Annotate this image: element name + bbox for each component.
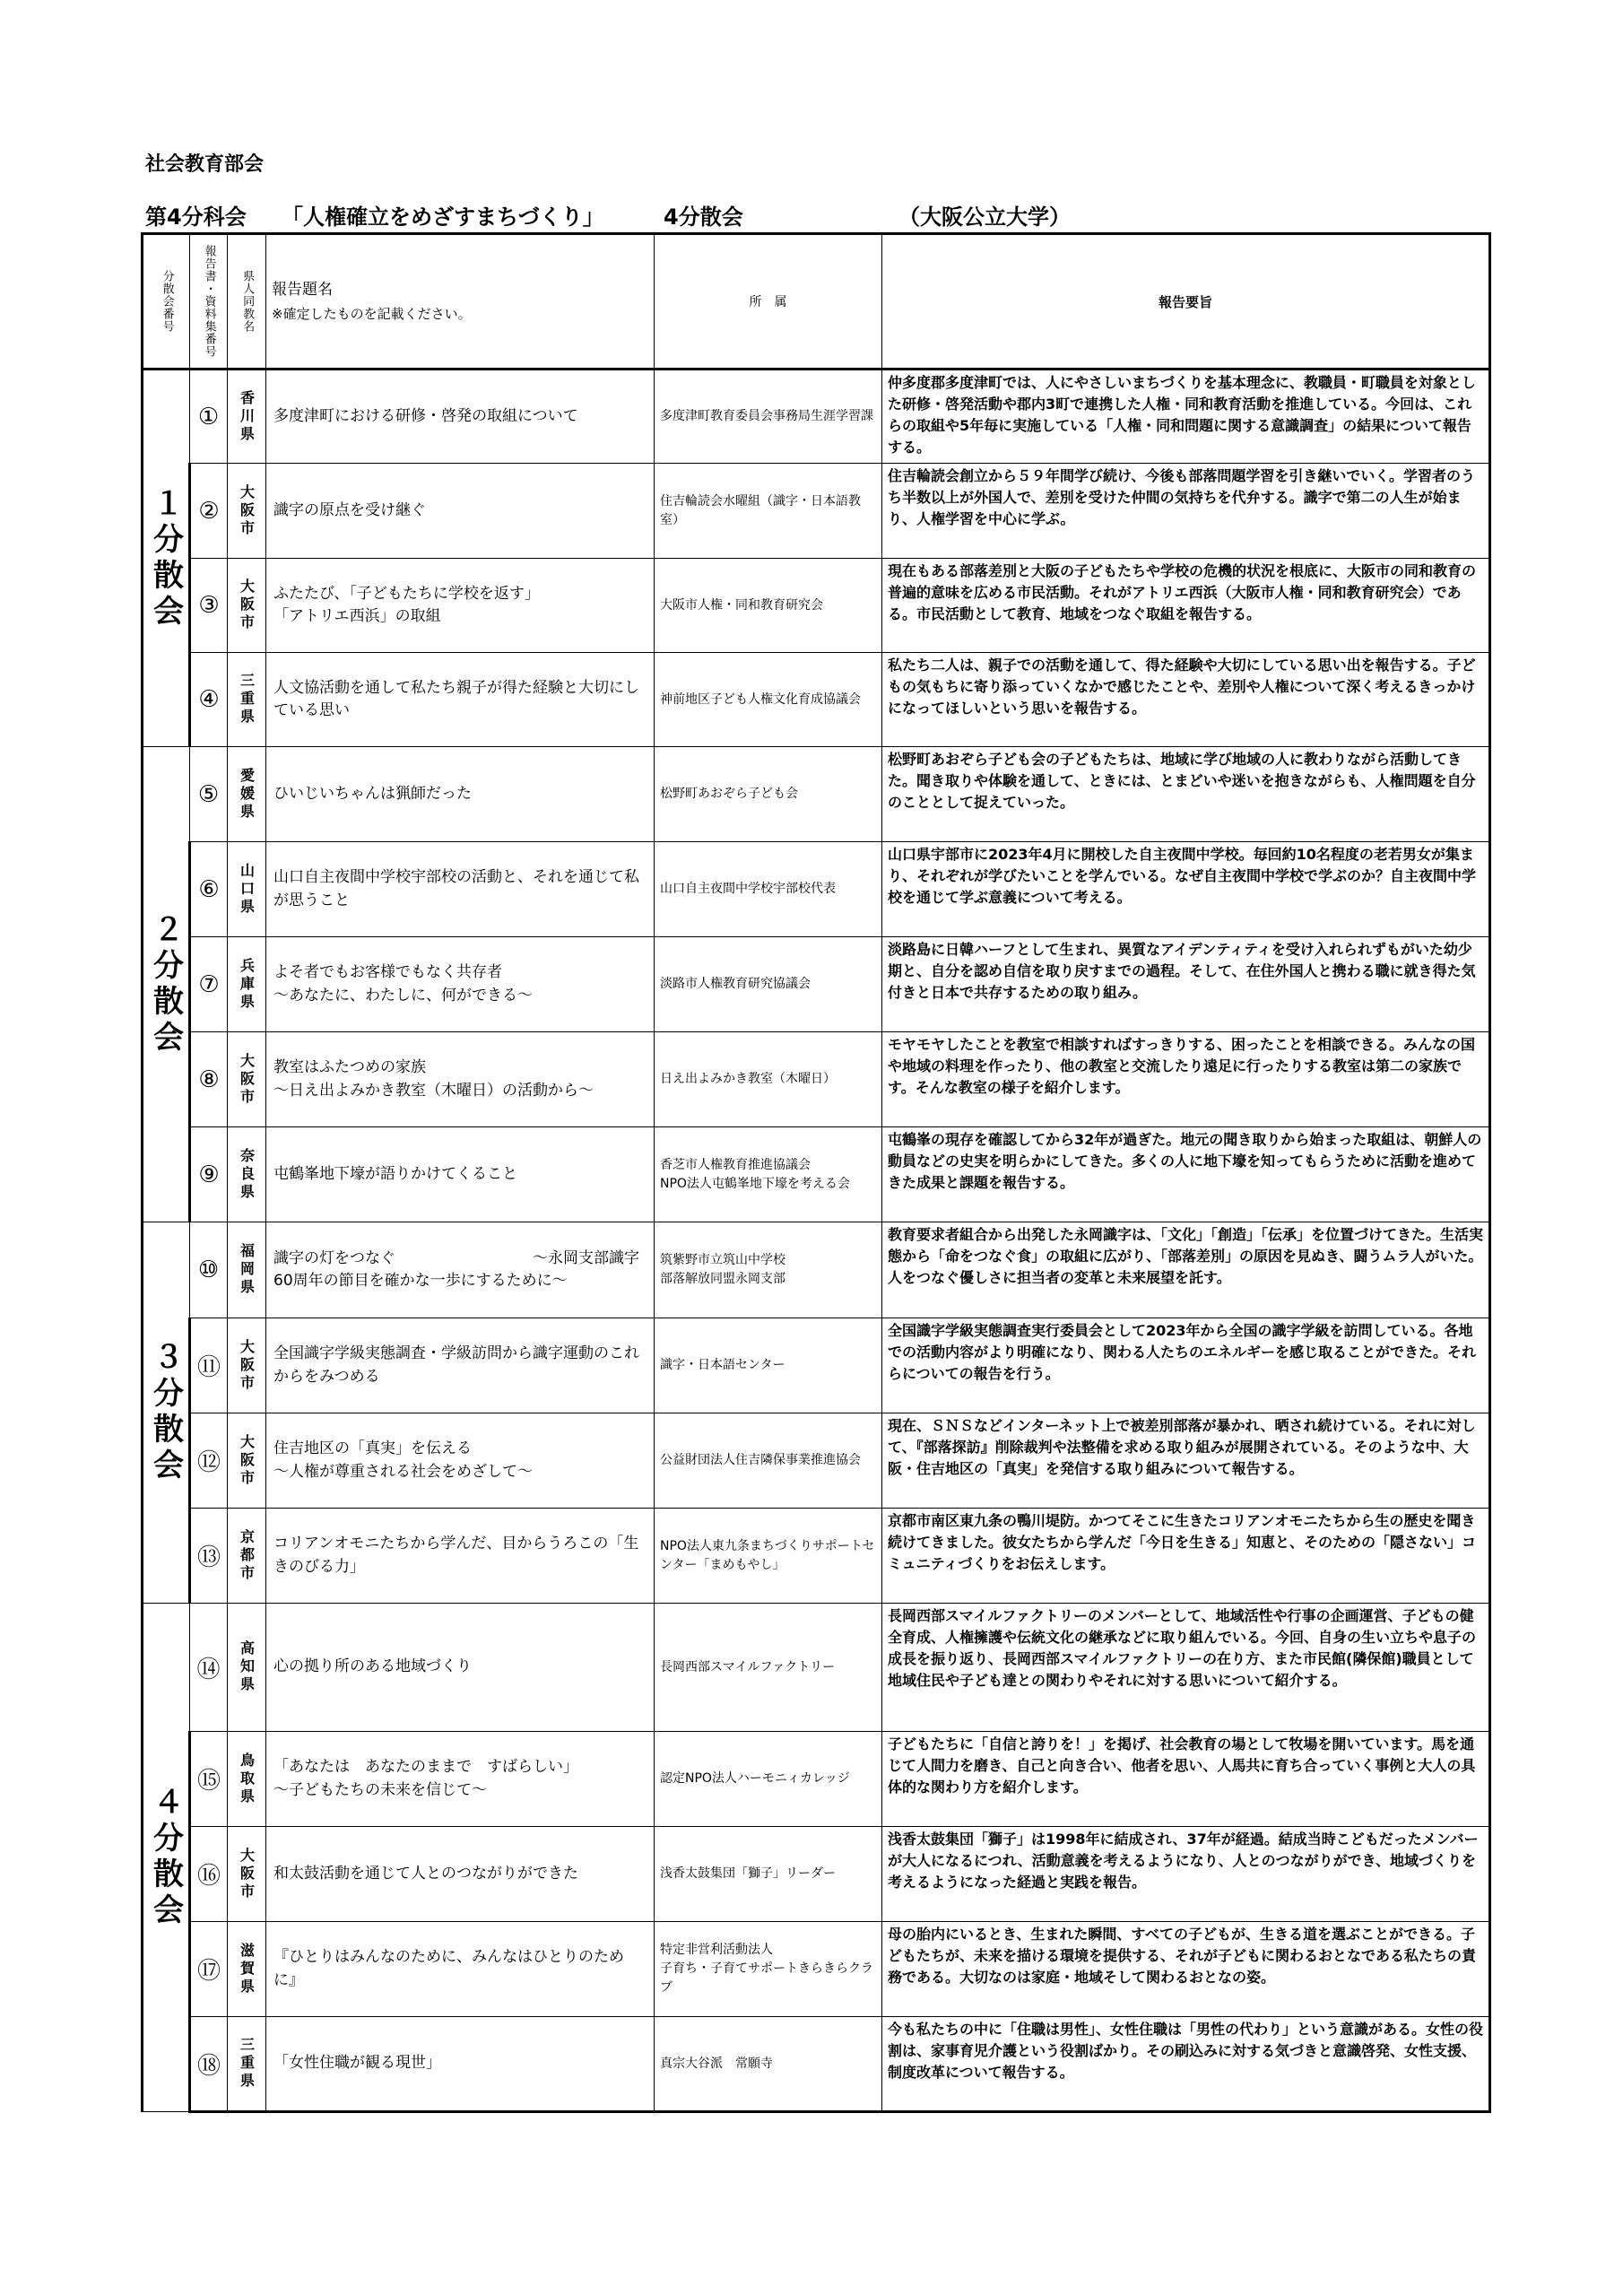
report-summary: 仲多度郡多度津町では、人にやさしいまちづくりを基本理念に、教職員・町職員を対象とした研修・啓発活動や郡内3町で連携した人権・同和教育活動を推進している。今回は、これらの取組や5年毎に実施している「人権・同和問題に関する意識調査」の結果について報告する。 [882, 370, 1490, 464]
col-summary-header: 報告要旨 [882, 234, 1490, 370]
report-affiliation: 松野町あおぞら子ども会 [655, 747, 882, 842]
prefecture [228, 1318, 266, 1413]
group-label: ３分散会 [147, 1341, 184, 1484]
report-affiliation: 筑紫野市立筑山中学校 部落解放同盟永岡支部 [655, 1222, 882, 1318]
table-row [143, 559, 1490, 653]
prefecture-text: 山口県 [238, 862, 256, 917]
prefecture [228, 1127, 266, 1222]
report-summary: 今も私たちの中に「住職は男性」、女性住職は「男性の代わり」という意識がある。女性の役割は、家事育児介護という役割ばかり。その刷込みに対する気づきと意識啓発、女性支援、制度改革について報告する。 [882, 2017, 1490, 2112]
table-row [143, 842, 1490, 937]
table-row [143, 1732, 1490, 1827]
report-summary: 京都市南区東九条の鴨川堤防。かつてそこに生きたコリアンオモニたちから生の歴史を聞き続けてきました。彼女たちから学んだ「今日を生きる」知恵と、そのための「隠さない」コミュニティづくりをお伝えします。 [882, 1509, 1490, 1604]
prefecture [228, 464, 266, 559]
section-org: 社会教育部会 [145, 153, 265, 176]
prefecture-text: 京都市 [238, 1528, 256, 1583]
prefecture [228, 747, 266, 842]
report-summary: 山口県宇部市に2023年4月に開校した自主夜間中学校。毎回約10名程度の老若男女が集まり、それぞれが学びたいことを学んでいる。なぜ自主夜間中学校で学ぶのか？自主夜間中学校を通じて学ぶ意義について考える。 [882, 842, 1490, 937]
table-row [143, 1509, 1490, 1604]
prefecture [228, 1222, 266, 1318]
table-row [143, 747, 1490, 842]
col-group-header: 分散会番号 [143, 234, 190, 370]
report-title: 『ひとりはみんなのために、みんなはひとりのために』 [266, 1922, 655, 2017]
report-affiliation: 公益財団法人住吉隣保事業推進協会 [655, 1413, 882, 1509]
prefecture-text: 兵庫県 [238, 957, 256, 1012]
report-title: 心の拠り所のある地域づくり [266, 1604, 655, 1732]
col-report-no-header: 報告書・資料集番号 [190, 234, 228, 370]
table-row [143, 1604, 1490, 1732]
report-title: コリアンオモニたちから学んだ、目からうろこの「生きのびる力」 [266, 1509, 655, 1604]
report-number: ⑦ [190, 937, 228, 1032]
report-summary: モヤモヤしたことを教室で相談すればすっきりする、困ったことを相談できる。みんなの国や地域の料理を作ったり、他の教室と交流したり遠足に行ったりする教室は第二の家族です。そんな教室の様子を紹介します。 [882, 1032, 1490, 1127]
report-summary: 母の胎内にいるとき、生まれた瞬間、すべての子どもが、生きる道を選ぶことができる。子どもたちが、未来を描ける環境を提供する、それが子どもに関わるおとなである私たちの責務である。大切なのは家庭・地域そして関わるおとなの姿。 [882, 1922, 1490, 2017]
prefecture-text: 大阪市 [238, 1338, 256, 1393]
report-affiliation: 山口自主夜間中学校宇部校代表 [655, 842, 882, 937]
report-affiliation: 大阪市人権・同和教育研究会 [655, 559, 882, 653]
report-affiliation: 淡路市人権教育研究協議会 [655, 937, 882, 1032]
header-row [143, 234, 1490, 370]
group-cell [143, 747, 190, 1222]
prefecture [228, 1032, 266, 1127]
report-affiliation: 真宗大谷派 常願寺 [655, 2017, 882, 2112]
report-affiliation: 香芝市人権教育推進協議会 NPO法人屯鶴峯地下壕を考える会 [655, 1127, 882, 1222]
report-title: ふたたび、「子どもたちに学校を返す」 「アトリエ西浜」の取組 [266, 559, 655, 653]
prefecture [228, 1413, 266, 1509]
prefecture-text: 愛媛県 [238, 767, 256, 822]
table-row [143, 370, 1490, 464]
report-affiliation: 浅香太鼓集団「獅子」リーダー [655, 1827, 882, 1922]
prefecture-text: 福岡県 [238, 1243, 256, 1297]
report-affiliation: 住吉輪読会水曜組（識字・日本語教室） [655, 464, 882, 559]
report-number: ⑯ [190, 1827, 228, 1922]
prefecture [228, 370, 266, 464]
table-row [143, 1127, 1490, 1222]
report-summary: 松野町あおぞら子ども会の子どもたちは、地域に学び地域の人に教わりながら活動してきた。聞き取りや体験を通して、ときには、とまどいや迷いを抱きながらも、人権問題を自分のこととして捉えていった。 [882, 747, 1490, 842]
heading-session: 第4分科会 [145, 204, 247, 230]
prefecture-text: 奈良県 [238, 1147, 256, 1202]
table-row [143, 1922, 1490, 2017]
prefecture [228, 842, 266, 937]
report-title: ひいじいちゃんは猟師だった [266, 747, 655, 842]
report-summary: 全国識字学級実態調査実行委員会として2023年から全国の識字学級を訪問している。各地での活動内容がより明確になり、関わる人たちのエネルギーを感じ取ることができた。それらについての報告を行う。 [882, 1318, 1490, 1413]
prefecture-text: 鳥取県 [238, 1752, 256, 1806]
report-summary: 私たち二人は、親子での活動を通して、得た経験や大切にしている思い出を報告する。子どもの気もちに寄り添っていくなかで感じたことや、差別や人権について深く考えるきっかけになってほしいという思いを報告する。 [882, 653, 1490, 747]
table-row [143, 653, 1490, 747]
report-number: ① [190, 370, 228, 464]
report-summary: 淡路島に日韓ハーフとして生まれ、異質なアイデンティティを受け入れられずもがいた幼少期と、自分を認め自信を取り戻すまでの過程。そして、在住外国人と携わる職に就き得た気付きと日本で共存するための取り組み。 [882, 937, 1490, 1032]
report-title: 山口自主夜間中学校宇部校の活動と、それを通じて私が思うこと [266, 842, 655, 937]
prefecture [228, 1509, 266, 1604]
report-summary: 浅香太鼓集団「獅子」は1998年に結成され、37年が経過。結成当時こどもだったメンバーが大人になるにつれ、活動意義を考えるようになり、人とのつながりができ、地域づくりを考えるようになった経過と実践を報告。 [882, 1827, 1490, 1922]
report-affiliation: 日え出よみかき教室（木曜日） [655, 1032, 882, 1127]
report-title: 和太鼓活動を通じて人とのつながりができた [266, 1827, 655, 1922]
prefecture-text: 三重県 [238, 2037, 256, 2091]
prefecture-text: 大阪市 [238, 1052, 256, 1107]
col-title-note: ※確定したものを記載ください。 [272, 305, 472, 322]
table-row [143, 2017, 1490, 2112]
report-number: ⑰ [190, 1922, 228, 2017]
prefecture-text: 大阪市 [238, 1433, 256, 1488]
report-number: ⑮ [190, 1732, 228, 1827]
heading-subgroups: 4分散会 [664, 204, 743, 230]
prefecture [228, 653, 266, 747]
report-title: 識字の原点を受け継ぐ [266, 464, 655, 559]
col-title-label: 報告題名 [272, 281, 333, 300]
group-label: １分散会 [147, 486, 184, 631]
report-number: ⑨ [190, 1127, 228, 1222]
table-row [143, 1032, 1490, 1127]
report-number: ⑫ [190, 1413, 228, 1509]
report-number: ⑤ [190, 747, 228, 842]
prefecture-text: 大阪市 [238, 1847, 256, 1901]
report-number: ⑧ [190, 1032, 228, 1127]
report-summary: 子どもたちに「自信と誇りを！」を掲げ、社会教育の場として牧場を開いています。馬を通じて人間力を磨き、自己と向き合い、他者を思い、人馬共に育ち合っていく事例と大人の具体的な関わり方を紹介します。 [882, 1732, 1490, 1827]
col-pref-header: 県人同教名 [228, 234, 266, 370]
prefecture-text: 三重県 [238, 673, 256, 726]
report-number: ⑪ [190, 1318, 228, 1413]
report-affiliation: 識字・日本語センター [655, 1318, 882, 1413]
group-label: ４分散会 [147, 1786, 184, 1929]
report-affiliation: 多度津町教育委員会事務局生涯学習課 [655, 370, 882, 464]
report-title: よそ者でもお客様でもなく共存者 ～あなたに、わたしに、何ができる～ [266, 937, 655, 1032]
table-row [143, 464, 1490, 559]
report-table [141, 232, 1491, 2113]
report-summary: 現在もある部落差別と大阪の子どもたちや学校の危機的状況を根底に、大阪市の同和教育の普遍的意味を広める市民活動。それがアトリエ西浜（大阪市人権・同和教育研究会）である。市民活動として教育、地域をつなぐ取組を報告する。 [882, 559, 1490, 653]
prefecture-text: 大阪市 [238, 483, 256, 538]
prefecture [228, 559, 266, 653]
group-cell [143, 1222, 190, 1604]
report-affiliation: 長岡西部スマイルファクトリー [655, 1604, 882, 1732]
report-number: ⑩ [190, 1222, 228, 1318]
prefecture-text: 大阪市 [238, 578, 256, 632]
heading-theme: 「人権確立をめざすまちづくり」 [282, 204, 604, 230]
report-summary: 屯鶴峯の現存を確認してから32年が過ぎた。地元の聞き取りから始まった取組は、朝鮮人の動員などの史実を明らかにしてきた。多くの人に地下壕を知ってもらうために活動を進めてきた成果と課題を報告する。 [882, 1127, 1490, 1222]
prefecture [228, 1732, 266, 1827]
report-affiliation: 特定非営利活動法人 子育ち・子育てサポートきらきらクラブ [655, 1922, 882, 2017]
report-summary: 長岡西部スマイルファクトリーのメンバーとして、地域活性や行事の企画運営、子どもの健全育成、人権擁護や伝統文化の継承などに取り組んでいる。今回、自身の生い立ちや息子の成長を振り返り、長岡西部スマイルファクトリーの在り方、また市民館(隣保館)職員として地域住民や子ども達との関わりやそれに対する思いについて紹介する。 [882, 1604, 1490, 1732]
report-title: 識字の灯をつなぐ ～永岡支部識字60周年の節目を確かな一歩にするために～ [266, 1222, 655, 1318]
table-row [143, 1318, 1490, 1413]
report-summary: 住吉輪読会創立から５９年間学び続け、今後も部落問題学習を引き継いでいく。学習者のうち半数以上が外国人で、差別を受けた仲間の気持ちを代弁する。識字で第二の人生が始まり、人権学習を中心に学ぶ。 [882, 464, 1490, 559]
group-cell [143, 1604, 190, 2112]
prefecture [228, 1604, 266, 1732]
report-title: 多度津町における研修・啓発の取組について [266, 370, 655, 464]
report-number: ④ [190, 653, 228, 747]
report-number: ③ [190, 559, 228, 653]
prefecture [228, 1827, 266, 1922]
report-summary: 現在、ＳＮＳなどインターネット上で被差別部落が暴かれ、晒され続けている。それに対して、『部落探訪』削除裁判や法整備を求める取り組みが展開されている。そのような中、大阪・住吉地区の「真実」を発信する取り組みについて報告する。 [882, 1413, 1490, 1509]
col-affiliation-header: 所 属 [655, 234, 882, 370]
report-number: ⑬ [190, 1509, 228, 1604]
prefecture [228, 937, 266, 1032]
report-title: 教室はふたつめの家族 ～日え出よみかき教室（木曜日）の活動から～ [266, 1032, 655, 1127]
report-title: 人文協活動を通して私たち親子が得た経験と大切にしている思い [266, 653, 655, 747]
table-row [143, 1222, 1490, 1318]
table-row [143, 937, 1490, 1032]
group-cell [143, 370, 190, 747]
table-row [143, 1827, 1490, 1922]
report-affiliation: NPO法人東九条まちづくりサポートセンター「まめもやし」 [655, 1509, 882, 1604]
report-affiliation: 認定NPO法人ハーモニィカレッジ [655, 1732, 882, 1827]
report-summary: 教育要求者組合から出発した永岡識字は、「文化」「創造」「伝承」を位置づけてきた。生活実態から「命をつなぐ食」の取組に広がり、「部落差別」の原因を見ぬき、闘うムラ人がいた。人をつなぐ優しさに担当者の変革と未来展望を託す。 [882, 1222, 1490, 1318]
heading-venue: （大阪公立大学） [898, 204, 1071, 230]
prefecture-text: 滋賀県 [238, 1942, 256, 1996]
prefecture-text: 高知県 [238, 1640, 256, 1694]
prefecture [228, 1922, 266, 2017]
table-row [143, 1413, 1490, 1509]
prefecture-text: 香川県 [238, 389, 256, 444]
report-affiliation: 神前地区子ども人権文化育成協議会 [655, 653, 882, 747]
report-number: ⑥ [190, 842, 228, 937]
report-title: 全国識字学級実態調査・学級訪問から識字運動のこれからをみつめる [266, 1318, 655, 1413]
report-title: 「あなたは あなたのままで すばらしい」 ～子どもたちの未来を信じて～ [266, 1732, 655, 1827]
report-title: 屯鶴峯地下壕が語りかけてくること [266, 1127, 655, 1222]
report-title: 住吉地区の「真実」を伝える ～人権が尊重される社会をめざして～ [266, 1413, 655, 1509]
group-label: ２分散会 [147, 912, 184, 1057]
report-number: ⑭ [190, 1604, 228, 1732]
report-title: 「女性住職が観る現世」 [266, 2017, 655, 2112]
col-title-header [266, 234, 655, 370]
report-number: ② [190, 464, 228, 559]
prefecture [228, 2017, 266, 2112]
report-number: ⑱ [190, 2017, 228, 2112]
